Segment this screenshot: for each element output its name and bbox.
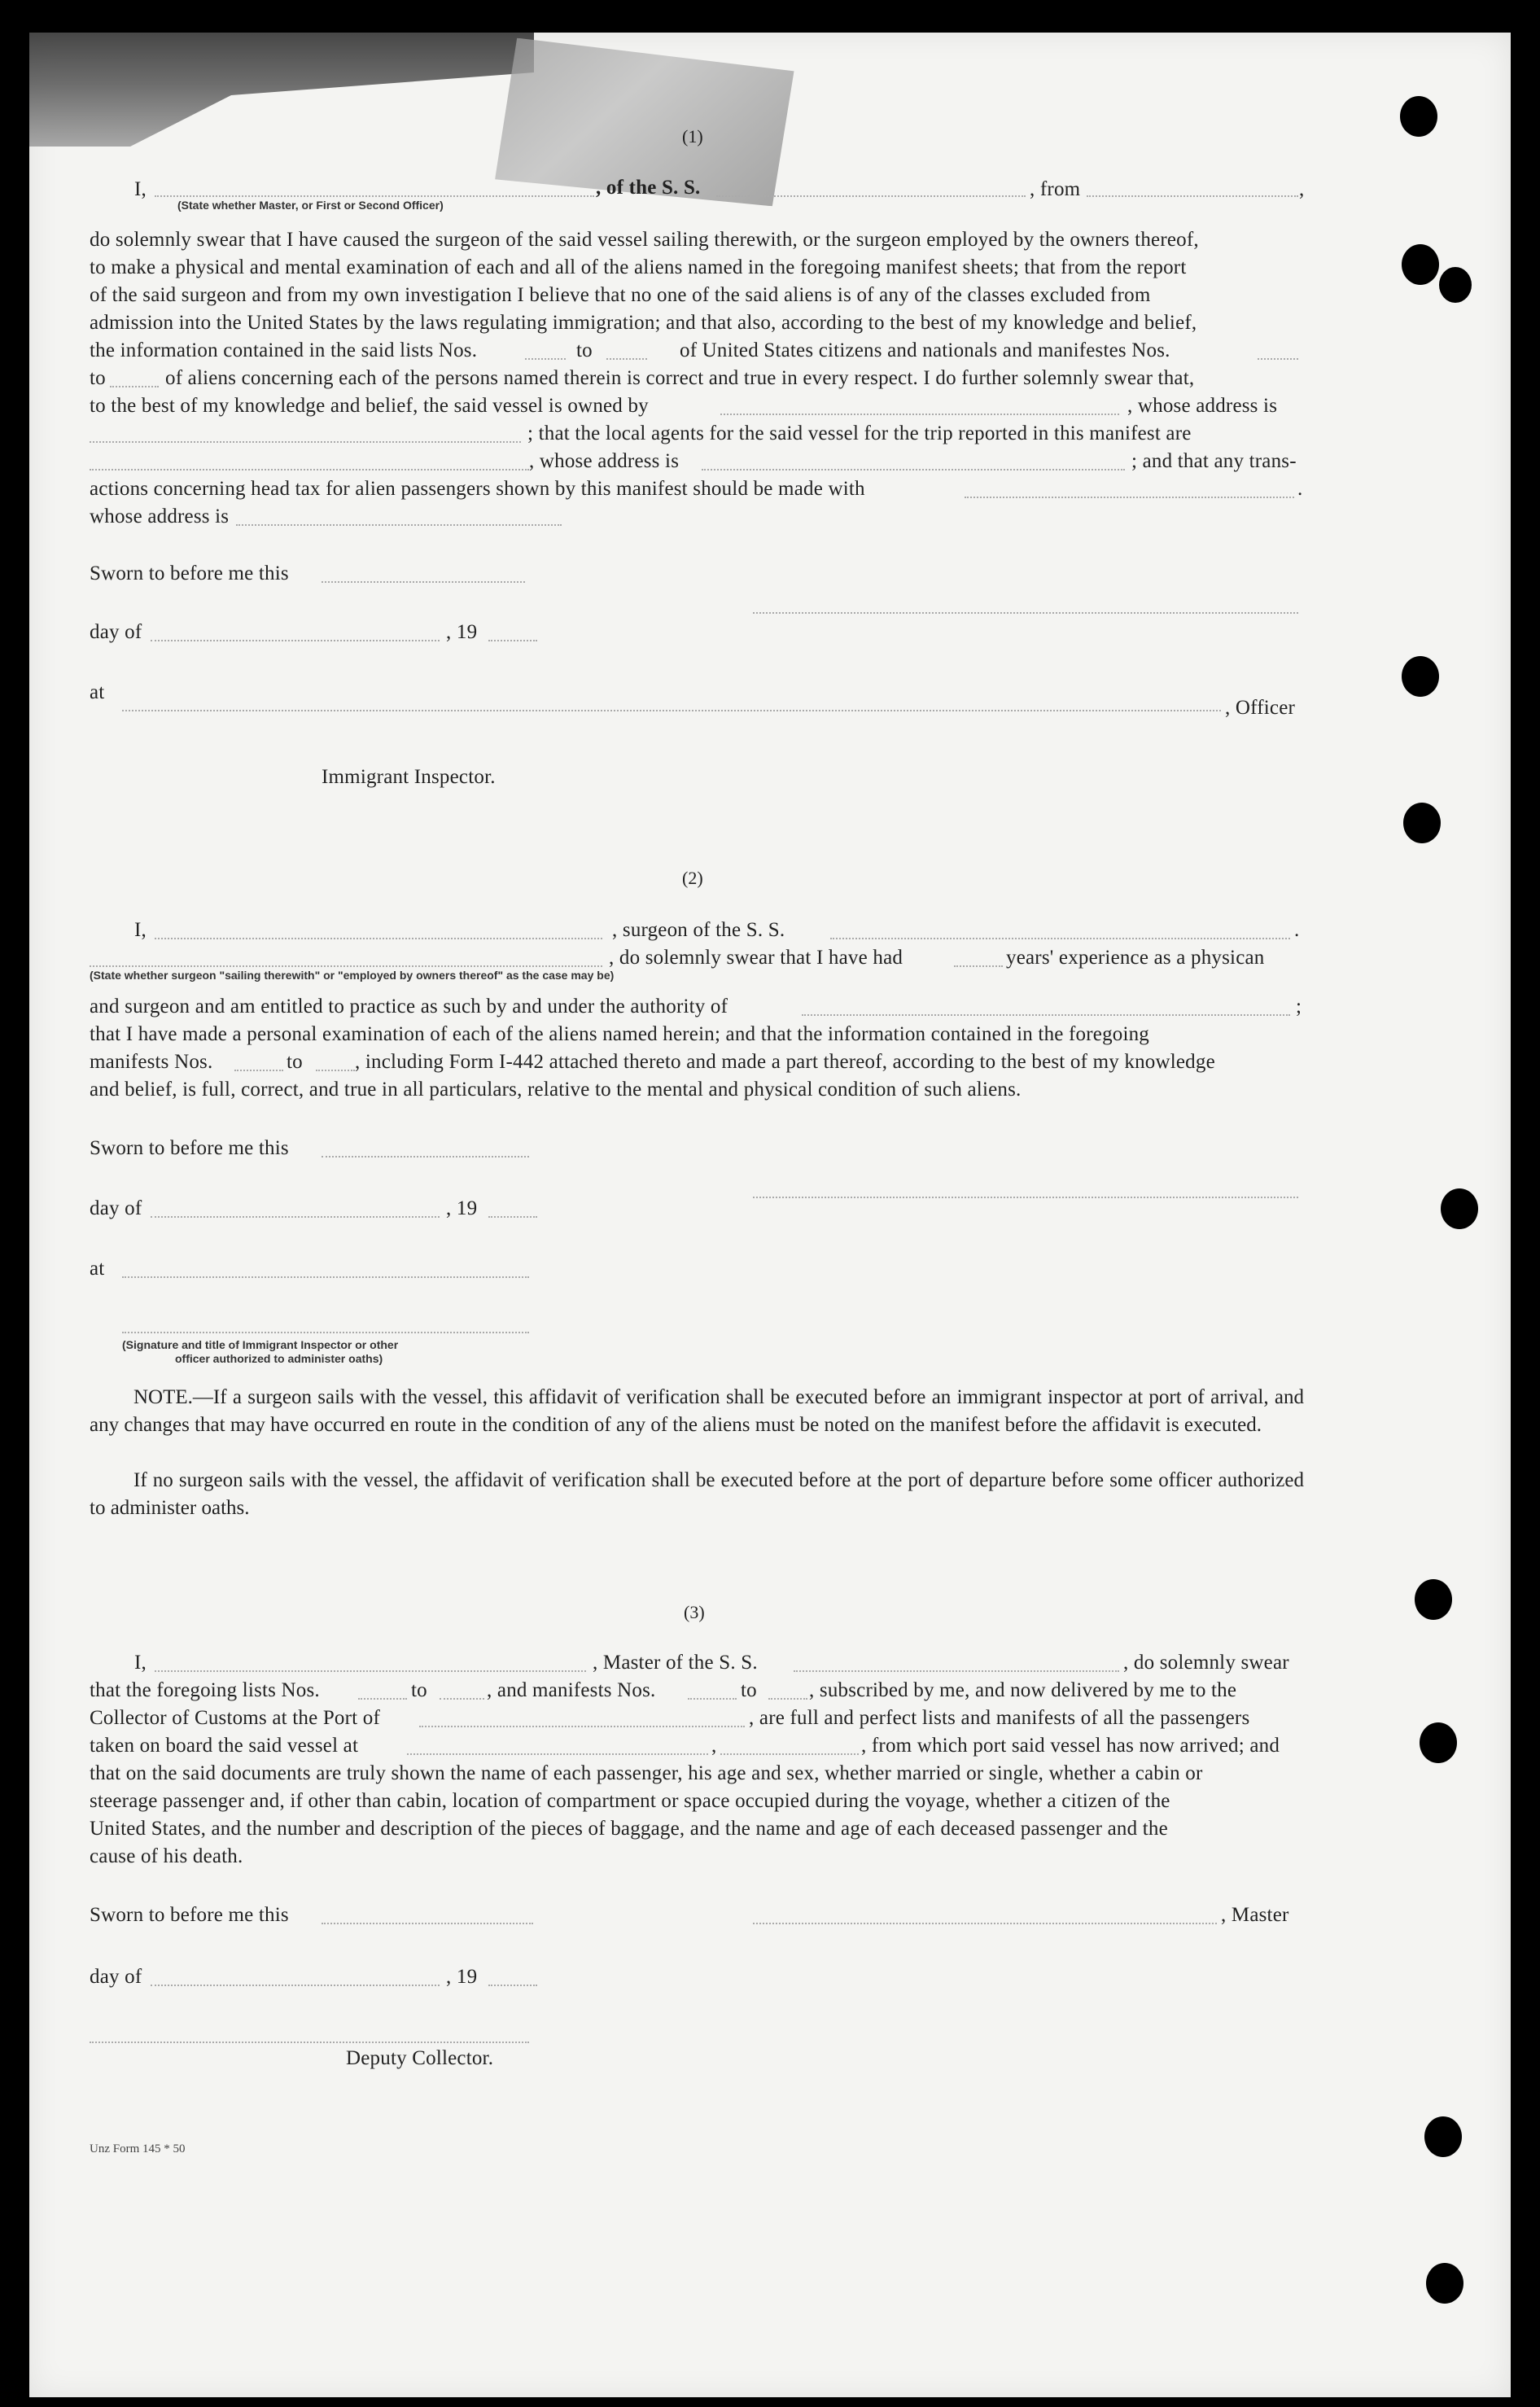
blank-month[interactable]	[151, 1985, 440, 1986]
text-comma: ,	[1299, 178, 1305, 200]
blank-surgeon-name[interactable]	[155, 938, 602, 939]
blank-departure-date[interactable]	[720, 1753, 859, 1755]
text-i: I,	[134, 1652, 147, 1674]
punch-hole	[1400, 96, 1437, 137]
blank-vessel-name[interactable]	[794, 1670, 1119, 1672]
text-sworn: Sworn to before me this	[90, 1137, 289, 1159]
blank-manifest-to[interactable]	[110, 386, 159, 387]
text-master-of-ss: , Master of the S. S.	[593, 1652, 758, 1674]
text-period: .	[1294, 919, 1300, 941]
body-line: cause of his death.	[90, 1845, 243, 1867]
body-line: that I have made a personal examination of each of the aliens named herein; and that the information contained in the foregoing	[90, 1023, 1150, 1045]
text-at: at	[90, 1258, 105, 1280]
punch-hole	[1420, 1722, 1457, 1763]
text-to: to	[576, 339, 593, 361]
blank-officer-name[interactable]	[155, 195, 594, 197]
text-to: to	[741, 1679, 757, 1701]
blank-manifest-to[interactable]	[316, 1070, 355, 1071]
punch-hole	[1415, 1579, 1452, 1620]
body-line: do solemnly swear that I have caused the surgeon of the said vessel sailing therewith, or the surgeon employed by the owners thereof,	[90, 229, 1199, 251]
text-year: , 19	[446, 1966, 478, 1988]
blank-agents[interactable]	[90, 469, 529, 470]
body-line: admission into the United States by the laws regulating immigration; and that also, according to the best of my knowledge and belief,	[90, 312, 1197, 334]
punch-hole	[1426, 2263, 1463, 2304]
text-and-that: ; and that any trans-	[1131, 450, 1297, 472]
text-manifests-nos: , and manifests Nos.	[487, 1679, 656, 1701]
text-to: to	[90, 367, 106, 389]
blank-year[interactable]	[488, 640, 537, 641]
punch-hole	[1403, 803, 1441, 843]
text-entitled: and surgeon and am entitled to practice as such by and under the authority of	[90, 996, 728, 1018]
blank-place[interactable]	[122, 1276, 529, 1278]
note-text: NOTE.—If a surgeon sails with the vessel, this affidavit of verification shall be executed before an immigrant inspector at port of arrival, and any changes that may have occurred en route in the condition of any of the aliens must be noted on the manifest before the affidavit is executed.	[90, 1386, 1304, 1436]
blank-agent-address[interactable]	[702, 469, 1125, 470]
text-of-ss: , of the S. S.	[596, 177, 701, 199]
body-line: United States, and the number and description of the pieces of baggage, and the name and age of each deceased passenger and the	[90, 1818, 1168, 1840]
text-period: .	[1297, 478, 1303, 500]
blank-sworn-date[interactable]	[322, 1156, 529, 1158]
body-line: , subscribed by me, and now delivered by me to the	[809, 1679, 1237, 1701]
blank-manifest-to[interactable]	[768, 1698, 807, 1700]
note-officer-rank: (State whether Master, or First or Second Officer)	[177, 199, 444, 212]
text-to: to	[287, 1051, 303, 1073]
blank-port[interactable]	[419, 1726, 745, 1727]
text-surgeon-of-ss: , surgeon of the S. S.	[612, 919, 785, 941]
blank-master-name[interactable]	[155, 1670, 586, 1672]
text-i: I,	[134, 178, 147, 200]
text-master: , Master	[1221, 1904, 1289, 1926]
signature-line[interactable]	[753, 1923, 1217, 1924]
text-sworn: Sworn to before me this	[90, 562, 289, 584]
text-collector: Collector of Customs at the Port of	[90, 1707, 380, 1729]
text-whose-address: , whose address is	[1127, 395, 1278, 417]
body-line: , are full and perfect lists and manifests of all the passengers	[749, 1707, 1250, 1729]
text-year: , 19	[446, 1197, 478, 1219]
text-i: I,	[134, 919, 147, 941]
body-line: that on the said documents are truly shown the name of each passenger, his age and sex, whether married or single, whether a cabin or	[90, 1762, 1203, 1784]
text-from: , from	[1030, 178, 1081, 200]
note-surgeon-status: (State whether surgeon "sailing therewith" or "employed by owners thereof" as the case may be)	[90, 969, 615, 982]
text-owned-by: to the best of my knowledge and belief, the said vessel is owned by	[90, 395, 649, 417]
blank-departure-port[interactable]	[407, 1753, 708, 1755]
punch-hole	[1441, 1188, 1478, 1229]
note-signature: (Signature and title of Immigrant Inspector or other	[122, 1338, 399, 1351]
text-lists-nos: that the foregoing lists Nos.	[90, 1679, 320, 1701]
text-day-of: day of	[90, 621, 142, 643]
text-comma: ,	[711, 1735, 717, 1757]
blank-month[interactable]	[151, 1216, 440, 1218]
blank-manifest-from[interactable]	[1258, 358, 1298, 360]
section-number: (3)	[684, 1602, 705, 1622]
blank-owner[interactable]	[720, 414, 1119, 415]
text-year: , 19	[446, 621, 478, 643]
text-at: at	[90, 681, 105, 703]
text-local-agents: ; that the local agents for the said vessel for the trip reported in this manifest are	[527, 422, 1192, 444]
text-whose-address: , whose address is	[529, 450, 680, 472]
text-lists-nos: the information contained in the said lists Nos.	[90, 339, 478, 361]
blank-year[interactable]	[488, 1216, 537, 1218]
note-text: If no surgeon sails with the vessel, the affidavit of verification shall be executed before at the port of departure before some officer authorized to administer oaths.	[90, 1469, 1304, 1519]
text-immigrant-inspector: Immigrant Inspector.	[322, 766, 496, 788]
blank-sworn-date[interactable]	[322, 581, 525, 583]
note-paragraph	[90, 1384, 1304, 1439]
blank-list-to[interactable]	[606, 358, 647, 360]
body-line: to make a physical and mental examination of each and all of the aliens named in the foregoing manifest sheets; that from the report	[90, 256, 1187, 278]
blank-head-tax-address[interactable]	[236, 524, 562, 526]
blank-sworn-date[interactable]	[322, 1923, 533, 1924]
text-to: to	[411, 1679, 427, 1701]
body-line: and belief, is full, correct, and true in all particulars, relative to the mental and physical condition of such aliens.	[90, 1079, 1022, 1101]
text-citizens-manifests: of United States citizens and nationals and manifestes Nos.	[680, 339, 1170, 361]
section-number: (2)	[682, 868, 703, 888]
blank-from-port[interactable]	[1087, 195, 1298, 197]
punch-hole	[1439, 267, 1472, 303]
blank-month[interactable]	[151, 640, 440, 641]
note-signature: officer authorized to administer oaths)	[175, 1352, 383, 1365]
blank-list-to[interactable]	[440, 1698, 484, 1700]
blank-owner-address[interactable]	[90, 441, 521, 443]
blank-year[interactable]	[488, 1985, 537, 1986]
text-sworn: Sworn to before me this	[90, 1904, 289, 1926]
blank-vessel-name[interactable]	[830, 938, 1290, 939]
blank-years[interactable]	[954, 965, 1003, 967]
blank-list-from[interactable]	[358, 1698, 407, 1700]
punch-hole	[1424, 2116, 1462, 2157]
blank-head-tax-party[interactable]	[965, 497, 1294, 498]
note-paragraph	[90, 1467, 1304, 1522]
blank-authority[interactable]	[802, 1014, 1290, 1016]
blank-vessel-name[interactable]	[716, 195, 1026, 197]
body-line: of aliens concerning each of the persons named therein is correct and true in every respect. I do further solemnly swear that,	[165, 367, 1195, 389]
text-semicolon: ;	[1296, 996, 1302, 1018]
body-line: of the said surgeon and from my own investigation I believe that no one of the said aliens is of any of the classes excluded from	[90, 284, 1151, 306]
text-years-experience: years' experience as a physican	[1006, 947, 1265, 969]
blank-place[interactable]	[122, 710, 1221, 711]
signature-line[interactable]	[122, 1332, 529, 1333]
blank-list-from[interactable]	[525, 358, 566, 360]
text-head-tax: actions concerning head tax for alien passengers shown by this manifest should be made with	[90, 478, 865, 500]
body-line: , from which port said vessel has now arrived; and	[861, 1735, 1280, 1757]
signature-line[interactable]	[753, 612, 1298, 614]
text-solemnly-swear: , do solemnly swear	[1123, 1652, 1289, 1674]
text-day-of: day of	[90, 1966, 142, 1988]
form-number: Unz Form 145 * 50	[90, 2142, 186, 2155]
punch-hole	[1402, 244, 1439, 285]
text-manifests-nos: manifests Nos.	[90, 1051, 213, 1073]
text-officer: , Officer	[1225, 697, 1296, 719]
text-deputy-collector: Deputy Collector.	[346, 2047, 494, 2069]
body-line: steerage passenger and, if other than cabin, location of compartment or space occupied during the voyage, whether a citizen of the	[90, 1790, 1170, 1812]
text-day-of: day of	[90, 1197, 142, 1219]
signature-line[interactable]	[90, 2042, 529, 2043]
text-solemnly-swear: , do solemnly swear that I have had	[609, 947, 903, 969]
section-number: (1)	[682, 126, 703, 147]
text-whose-address: whose address is	[90, 505, 230, 527]
text-taken-on-board: taken on board the said vessel at	[90, 1735, 359, 1757]
punch-hole	[1402, 656, 1439, 697]
signature-line[interactable]	[753, 1197, 1298, 1198]
blank-manifest-from[interactable]	[688, 1698, 737, 1700]
blank-manifest-from[interactable]	[234, 1070, 283, 1071]
blank-surgeon-status[interactable]	[90, 965, 602, 967]
body-line: , including Form I-442 attached thereto and made a part thereof, according to the best of my knowledge	[355, 1051, 1215, 1073]
